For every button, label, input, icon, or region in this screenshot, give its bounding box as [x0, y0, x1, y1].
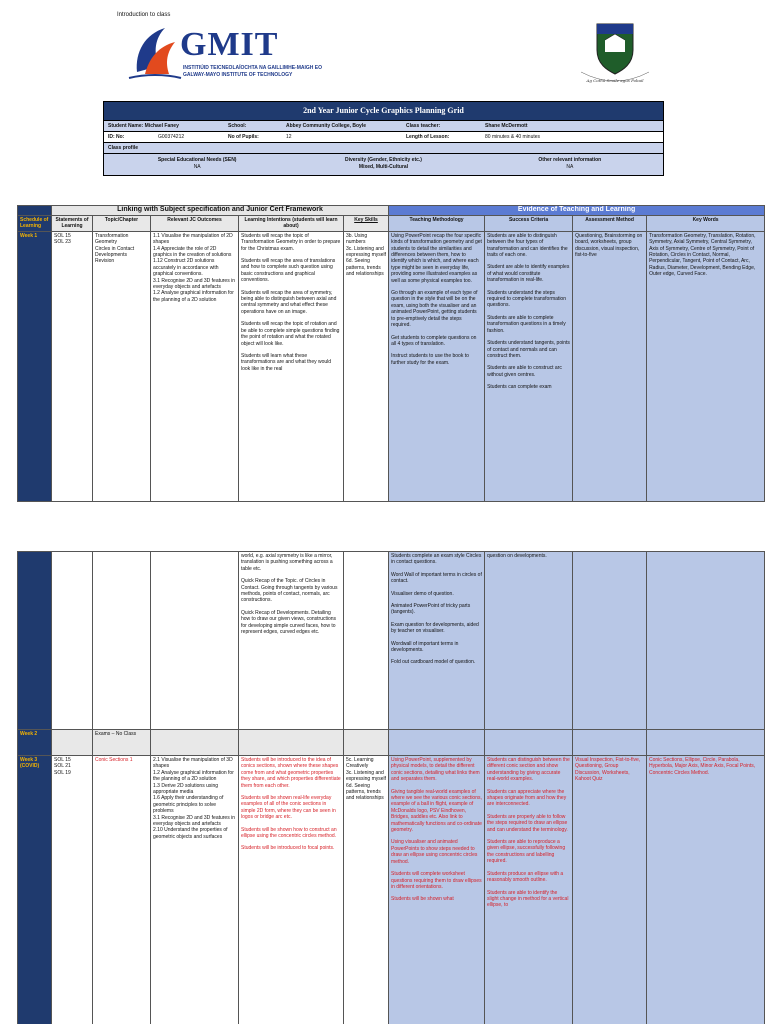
col-keywords: Key Words [647, 216, 765, 232]
col-success: Success Criteria [485, 216, 573, 232]
week1-method: Get students to complete questions on all 4 types of translation. [391, 334, 477, 347]
week3-method: Students will complete worksheet questions requiring them to draw ellipses in different orientations. [391, 871, 482, 890]
week1-label: Week 1 [18, 231, 52, 501]
week1-method-cont: Fold out cardboard model of question. [391, 659, 476, 666]
week3-intent: Students will be introduced to the idea of conics sections, shown where these shapes come from and what geometric properties they share, and which properties differentiate them from each other. [241, 757, 341, 789]
logo-subtitle-english: GALWAY-MAYO INSTITUTE OF TECHNOLOGY [183, 72, 293, 78]
sen-value: NA [193, 164, 201, 170]
week3-intent: Students will be introduced to focal points. [241, 845, 335, 852]
week1-intent-cont: Quick Recap of the Topic. of Circles in Contact. Going through tangents by various methods, points of contact, normals, arc constructions. [241, 578, 338, 604]
id-value: G00374212 [158, 134, 185, 140]
col-method: Teaching Methodology [389, 216, 485, 232]
week3-success: Students are properly able to follow the steps required to draw an ellipse and can understand the terminology. [487, 813, 568, 833]
col-skills: Key Skills [344, 216, 389, 232]
week1-method-cont: Wordwall of important terms in developments. [391, 640, 459, 654]
week1-method: Go through an example of each type of question in the style that will be on the exam, using both the visualiser and an animated PowerPoint, getting students to pre-emptively detail the steps required. [391, 290, 478, 329]
week1-skills: 3b. Using numbers 3c. Listening and expressing myself 6d. Seeing patterns, trends and relationships [344, 231, 389, 501]
week1-method: Instruct students to use the book to further study for the exam. [391, 353, 469, 366]
table-row [18, 552, 765, 730]
week1-success-cont: question on developments. [485, 552, 573, 730]
week1-intent: Students will learn what these transformations are and what they would look like in the real [241, 352, 332, 372]
week1-success: Students are able to complete transformation questions in a timely fashion. [487, 314, 566, 334]
col-outcomes: Relevant JC Outcomes [151, 216, 239, 232]
week3-keywords: Conic Sections, Ellipse, Circle, Parabola, Hyperbola, Major Axis, Minor Axis, Focal Points, Concentric Circles Method. [647, 756, 765, 1024]
week1-method-cont: Students complete an exam style Circles in contact questions. [391, 553, 482, 566]
week3-statements: SOL 15 SOL 21 SOL 19 [52, 756, 93, 1024]
student-name: Student Name: Michael Faney [108, 123, 179, 129]
class-teacher-value: Shane McDermott [485, 123, 528, 129]
week3-intent: Students will be shown real-life everyday examples of all of the conic sections in simple 2D form, where they can be seen in logos or bridge arc etc. [241, 795, 336, 821]
section-header-framework: Linking with Subject specification and Junior Cert Framework [52, 206, 389, 216]
table-row [18, 730, 765, 756]
pupils-label: No of Pupils: [228, 134, 259, 140]
week3-topic: Conic Sections 1 [93, 756, 151, 1024]
week1-method: Using PowerPoint recap the four specific kinds of transformation geometry and get students to detail the similarities and differences between them, how to identify which is which, and where each type might be seen in everyday life, providing some illustrated examples as well as some physical examples too. [391, 232, 482, 284]
school-crest-icon [575, 20, 655, 86]
school-value: Abbey Community College, Boyle [286, 123, 367, 129]
week3-success: Students can appreciate where the shapes originate from and how they are interconnected. [487, 788, 567, 808]
week1-success: Students are able to construct arc without given centres. [487, 365, 562, 378]
week1-assessment: Questioning, Brainstorming on board, worksheets, group discussion, visual inspection, fist-to-five [573, 231, 647, 501]
week1-method-cont: Visualiser demo of question. [391, 590, 454, 597]
planning-grid-title: 2nd Year Junior Cycle Graphics Planning Grid [104, 102, 663, 120]
logo-wordmark: GMIT [180, 26, 279, 63]
week1-topic: Transformation Geometry Circles in Contact Developments Revision [93, 231, 151, 501]
week3-intent: Students will be shown how to construct an ellipse using the concentric circles method. [241, 826, 337, 840]
week1-success: Students understand the steps required to complete transformation questions. [487, 289, 566, 309]
week3-label: Week 3 (COVID) [18, 756, 52, 1024]
week3-success: Students can distinguish between the different conic section and show understanding by giving accurate real-world examples. [487, 757, 570, 783]
week1-intent: Students will recap the topic of rotation and be able to complete simple questions finding the point of rotation and what the rotated object will look like. [241, 321, 340, 347]
week3-method: Using visualiser and animated PowerPoints to show steps needed to draw an ellipse using concentric circles method. [391, 839, 478, 865]
crest-motto: Ag Cothú Scoile agus Pobail [586, 78, 644, 83]
table-row [18, 756, 765, 1024]
week3-success: Students are able to identify the slight change in method for a vertical ellipse, to [487, 889, 569, 909]
planning-grid-header [103, 101, 664, 176]
col-statements: Statements of Learning [52, 216, 93, 232]
week3-method: Using PowerPoint, supplemented by physical models, to detail the different conic sections, detailing what links them and separates them. [391, 757, 480, 783]
pupils-value: 12 [286, 134, 292, 140]
week1-intent-cont: world, e.g. axial symmetry is like a mirror, translation is pushing something across a table etc. [241, 553, 333, 572]
week1-keywords: Transformation Geometry, Translation, Rotation, Symmetry, Axial Symmetry, Central Symmetry, Axis of Symmetry, Centre of Symmetry, Point of Rotation, Circles in Contact, Normal, Perpendicular, Tangent, Point of Contact, Arc, Radius, Diameter, Development, Bending Edge, Outer edge, Curved Face. [647, 231, 765, 501]
class-teacher-label: Class teacher: [406, 123, 441, 129]
week3-assessment: Visual Inspection, Fist-to-five, Questioning, Group Discussion, Worksheets, Kahoot Quiz [573, 756, 647, 1024]
id-label: ID: No: [108, 134, 125, 140]
week1-method-cont: Exam question for developments, aided by teacher on visualiser. [391, 621, 479, 635]
week3-outcomes: 2.1 Visualise the manipulation of 3D shapes 1.2 Analyse graphical information for the planning of a 2D solution 1.3 Derive 2D solutions using appropriate media 1.6 Apply their understanding of geometric principles to solve problems 3.1 Recognise 2D and 3D features in everyday objects and artefacts 2.10 Understand the properties of geometric objects and surfaces [151, 756, 239, 1024]
week3-method: Students will be shown what [391, 896, 454, 903]
section-header-evidence: Evidence of Teaching and Learning [389, 206, 765, 216]
col-assessment: Assessment Method [573, 216, 647, 232]
planning-table-page2 [17, 551, 765, 1024]
week1-intent-cont: Quick Recap of Developments. Detailing how to draw our given views, constructions for developing simple curved faces, how to represent edges, curved edges etc. [241, 609, 337, 636]
sen-label: Special Educational Needs (SEN) [157, 157, 237, 163]
table-row [18, 231, 765, 501]
week2-label: Week 2 [18, 730, 52, 756]
week3-success: Students produce an ellipse with a reasonably smooth outline. [487, 870, 564, 884]
col-intentions: Learning Intentions (students will learn about) [239, 216, 344, 232]
week1-success: Students can complete exam [487, 384, 552, 391]
week1-statements: SOL 15 SOL 23 [52, 231, 93, 501]
week2-topic: Exams – No Class [93, 730, 151, 756]
school-label: School: [228, 123, 247, 129]
planning-table-page1 [17, 205, 765, 502]
week1-outcomes: 1.1 Visualise the manipulation of 2D shapes 1.4 Appreciate the role of 2D graphics in the creation of solutions 1.12 Construct 2D solutions accurately in accordance with graphical conventions. 3.1 Recognise 2D and 3D features in everyday objects and artefacts 1.2 Analyse graphical information for the planning of a 2D solution [151, 231, 239, 501]
week1-success: Student are able to identify examples of what would constitute transformation in real-life. [487, 264, 570, 284]
lesson-length-label: Length of Lesson: [406, 134, 450, 140]
week1-intent: Students will recap the area of translations and how to complete such question using basic constructions and graphical conventions. [241, 258, 336, 284]
diversity-value: Mixed, Multi-Cultural [358, 164, 409, 170]
week3-method: Giving tangible real-world examples of where we see the various conic sections, example of a ball in flight, example of McDonalds logo, PSV Eindhoven, Bridges, saddles etc. Also link to mathematically functions and co-ordinate geometry. [391, 788, 482, 834]
col-topic: Topic/Chapter [93, 216, 151, 232]
intro-label: Introduction to class [117, 12, 171, 18]
class-profile-label: Class profile [108, 145, 139, 151]
week1-method-cont: Word Wall of important terms in circles of contact. [391, 571, 482, 585]
other-info-value: NA [566, 164, 574, 170]
week3-success: Students are able to reproduce a given ellipse, successfully following the constructions and labelling required. [487, 839, 566, 865]
week1-intent: Students will recap the area of symmetry, being able to distinguish between axial and central symmetry and what effect these operations have on an image. [241, 289, 337, 315]
week3-skills: 5c. Learning Creatively 3c. Listening and expressing myself 6d. Seeing patterns, trends and relationships [344, 756, 389, 1024]
lesson-length-value: 80 minutes & 40 minutes [485, 134, 541, 140]
week1-intent: Students will recap the topic of Transformation Geometry in order to prepare for the Christmas exam. [241, 232, 341, 252]
week1-success: Students are able to distinguish between the four types of transformation and can identifies the traits of each one. [487, 232, 568, 259]
diversity-label: Diversity (Gender, Ethnicity etc.) [345, 157, 422, 163]
logo-subtitle-irish: INSTITIÚID TEICNEOLAÍOCHTA NA GAILLIMHE-MAIGH EO [183, 65, 322, 71]
week1-method-cont: Animated PowerPoint of tricky parts (tangents). [391, 603, 471, 616]
week1-success: Students understand tangents, points of contact and normals and can construct them. [487, 340, 570, 359]
other-info-label: Other relevant information [538, 157, 602, 163]
col-schedule: Schedule of Learning [18, 216, 52, 232]
